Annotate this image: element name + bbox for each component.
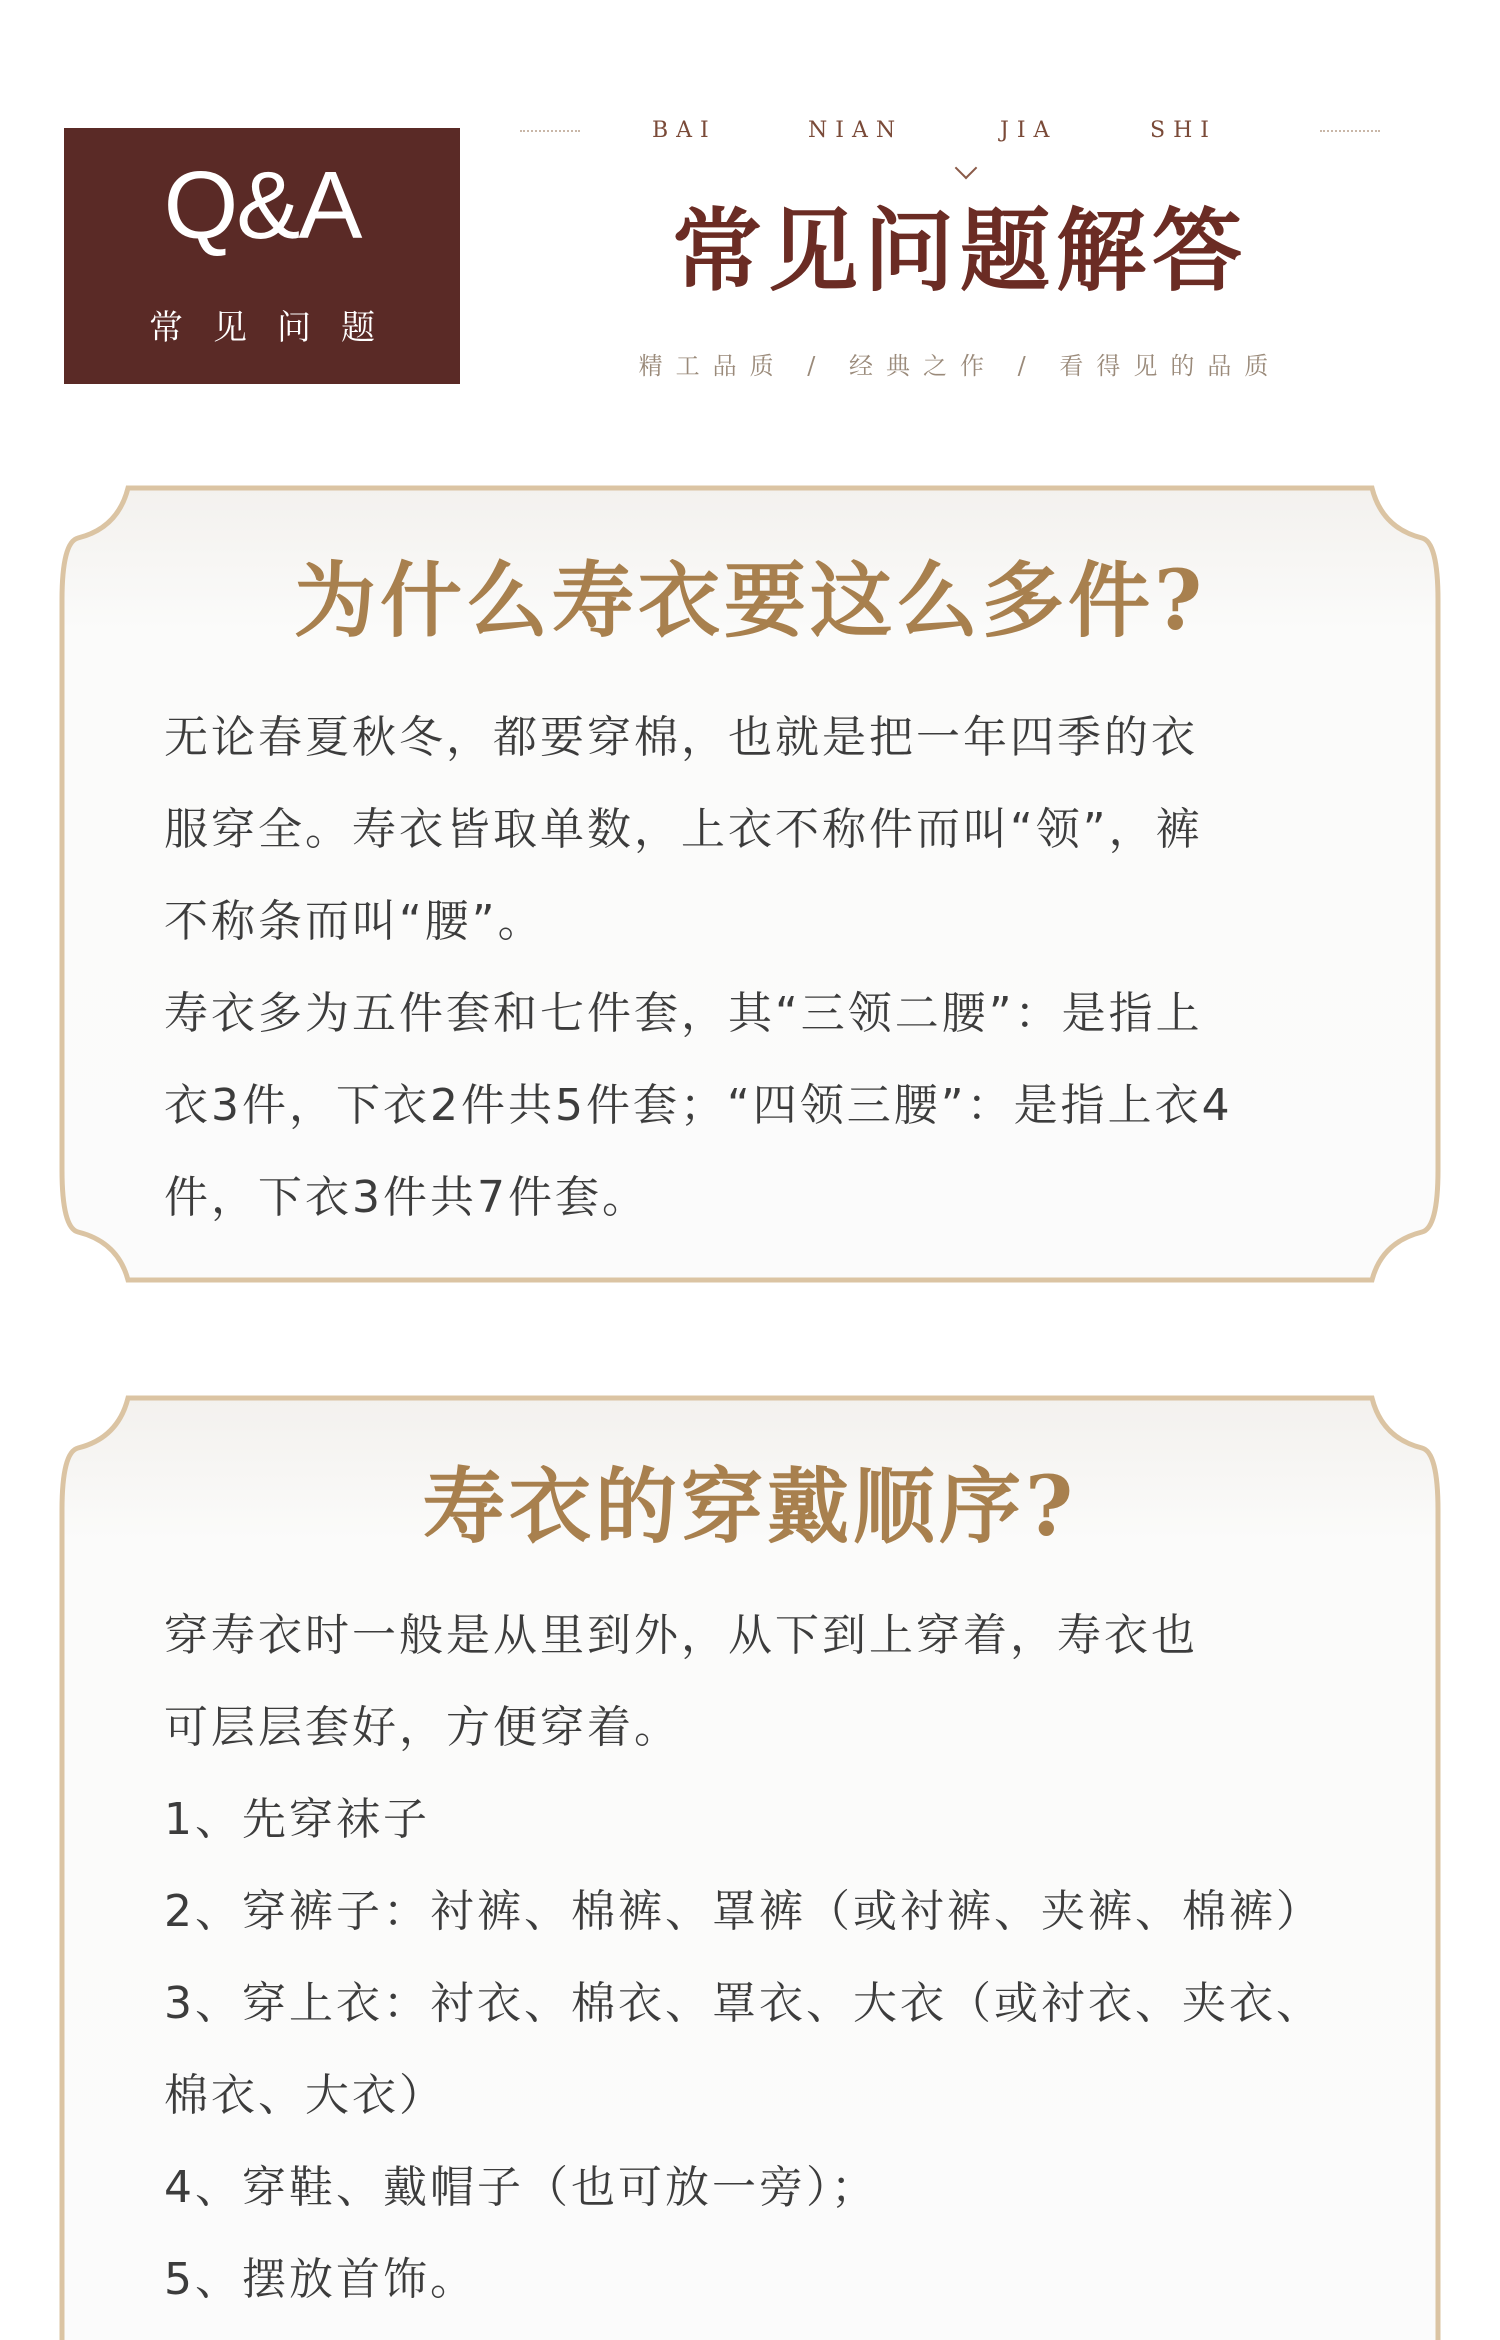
qa-badge-subtitle: 常见问题 bbox=[149, 308, 405, 348]
card-line: 不称条而叫“腰”。 bbox=[164, 896, 545, 947]
qa-badge-title: Q&A bbox=[163, 152, 361, 259]
card-line: 衣3件，下衣2件共5件套；“四领三腰”：是指上衣4 bbox=[164, 1080, 1233, 1131]
card-line: 棉衣、大衣） bbox=[164, 2070, 446, 2121]
card-line: 寿衣多为五件套和七件套，其“三领二腰”：是指上 bbox=[164, 988, 1203, 1039]
card-title: 为什么寿衣要这么多件? bbox=[293, 553, 1207, 649]
card-line: 3、穿上衣：衬衣、棉衣、罩衣、大衣（或衬衣、夹衣、 bbox=[164, 1978, 1323, 2029]
faq-card bbox=[58, 1390, 1442, 2340]
card-line: 件，下衣3件共7件套。 bbox=[164, 1172, 649, 1223]
qa-badge bbox=[64, 128, 460, 384]
pinyin-bai: BAI bbox=[652, 118, 717, 143]
card-line: 1、先穿袜子 bbox=[164, 1794, 430, 1845]
card-line: 无论春夏秋冬，都要穿棉，也就是把一年四季的衣 bbox=[164, 712, 1198, 763]
page-title: 常见问题解答 bbox=[672, 198, 1248, 304]
page-tagline: 精工品质 / 经典之作 / 看得见的品质 bbox=[638, 352, 1282, 380]
pinyin-shi: SHI bbox=[1150, 118, 1217, 143]
pinyin-row bbox=[520, 118, 1420, 148]
pinyin-jia: JIA bbox=[1000, 118, 1058, 143]
dotted-divider-left bbox=[520, 130, 580, 132]
faq-card bbox=[58, 480, 1442, 1288]
card-line: 穿寿衣时一般是从里到外，从下到上穿着，寿衣也 bbox=[164, 1610, 1198, 1661]
card-body bbox=[164, 692, 1364, 1244]
pinyin-nian: NIAN bbox=[808, 118, 904, 143]
dotted-divider-right bbox=[1320, 130, 1380, 132]
card-body bbox=[164, 1590, 1364, 2326]
card-line: 5、摆放首饰。 bbox=[164, 2254, 477, 2305]
card-line: 2、穿裤子：衬裤、棉裤、罩裤（或衬裤、夹裤、棉裤） bbox=[164, 1886, 1323, 1937]
card-title: 寿衣的穿戴顺序? bbox=[422, 1459, 1078, 1555]
card-line: 可层层套好，方便穿着。 bbox=[164, 1702, 681, 1753]
card-line: 服穿全。寿衣皆取单数，上衣不称件而叫“领”，裤 bbox=[164, 804, 1203, 855]
card-line: 4、穿鞋、戴帽子（也可放一旁）； bbox=[164, 2162, 878, 2213]
chevron-down-icon bbox=[955, 157, 978, 180]
